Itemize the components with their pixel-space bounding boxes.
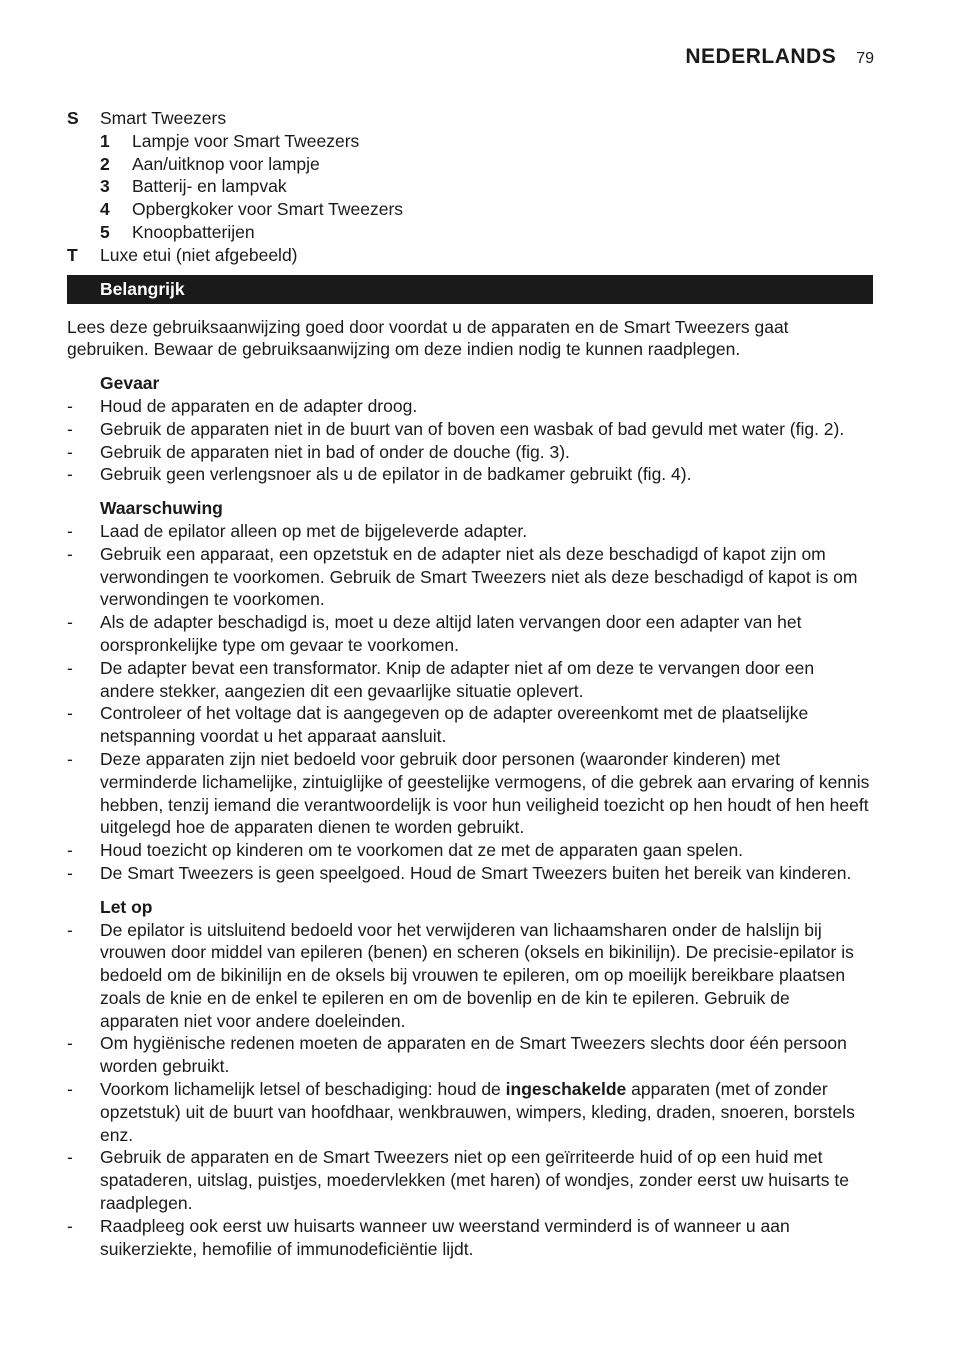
sub-part-label: Aan/uitknop voor lampje xyxy=(132,153,320,174)
list-item: - Laad de epilator alleen op met de bijgeleverde adapter. xyxy=(67,520,873,543)
list-item-text: Om hygiënische redenen moeten de apparaten en de Smart Tweezers slechts door één persoon worden gebruikt. xyxy=(100,1033,847,1077)
part-key: S xyxy=(67,108,79,128)
sub-part-item xyxy=(67,198,873,221)
text-run: Voorkom lichamelijk letsel of beschadiging: houd de xyxy=(100,1079,506,1100)
sub-part-label: Opbergkoker voor Smart Tweezers xyxy=(132,199,404,220)
bullet-list xyxy=(67,395,873,486)
list-item: - Gebruik de apparaten en de Smart Tweezers niet op een geïrriteerde huid of op een huid met spataderen, uitslag, puistjes, moedervlekken (met haren) of wondjes, zonder eerst uw huisarts te raadplegen. xyxy=(67,1146,873,1214)
list-item: - Controleer of het voltage dat is aangegeven op de adapter overeenkomt met de plaatselijke netspanning voordat u het apparaat aansluit. xyxy=(67,702,873,748)
list-item: - Voorkom lichamelijk letsel of beschadiging: houd de ingeschakelde apparaten (met of zonder opzetstuk) uit de buurt van hoofdhaar, wenkbrauwen, wimpers, kleding, draden, snoeren, borstels enz. xyxy=(67,1078,873,1146)
sub-part-label: Batterij- en lampvak xyxy=(132,176,287,197)
list-item: - Gebruik de apparaten niet in bad of onder de douche (fig. 3). xyxy=(67,441,873,464)
bullet-list xyxy=(67,919,873,1261)
list-item: - Als de adapter beschadigd is, moet u deze altijd laten vervangen door een adapter van het oorspronkelijke type om gevaar te voorkomen. xyxy=(67,611,873,657)
list-item-text: De Smart Tweezers is geen speelgoed. Houd de Smart Tweezers buiten het bereik van kinderen. xyxy=(100,862,852,883)
list-item-text: De adapter bevat een transformator. Knip de adapter niet af om deze te vervangen door een andere stekker, aangezien dit een gevaarlijke situatie oplevert. xyxy=(100,657,815,701)
list-item-text: Gebruik de apparaten en de Smart Tweezers niet op een geïrriteerde huid of op een huid met spataderen, uitslag, puistjes, moedervlekken (met haren) of wondjes, zonder eerst uw huisarts te raadplegen. xyxy=(100,1147,849,1214)
section-heading: Let op xyxy=(100,896,153,917)
list-item: - Gebruik geen verlengsnoer als u de epilator in de badkamer gebruikt (fig. 4). xyxy=(67,463,873,486)
list-item: - De adapter bevat een transformator. Knip de adapter niet af om deze te vervangen door een andere stekker, aangezien dit een gevaarlijke situatie oplevert. xyxy=(67,657,873,703)
list-item: - Gebruik een apparaat, een opzetstuk en de adapter niet als deze beschadigd of kapot zijn om verwondingen te voorkomen. Gebruik de Smart Tweezers niet als deze beschadigd of kapot is om verwondingen te voorkomen. xyxy=(67,543,873,611)
intro-paragraph: Lees deze gebruiksaanwijzing goed door voordat u de apparaten en de Smart Tweezers gaat gebruiken. Bewaar de gebruiksaanwijzing om deze indien nodig te kunnen raadplegen. xyxy=(67,316,789,360)
section-heading: Waarschuwing xyxy=(100,498,223,519)
list-item-text: Laad de epilator alleen op met de bijgeleverde adapter. xyxy=(100,520,528,541)
list-item-text: Gebruik een apparaat, een opzetstuk en de adapter niet als deze beschadigd of kapot zijn om verwondingen te voorkomen. Gebruik de Smart Tweezers niet als deze beschadigd of kapot is om verwondingen te voorkomen. xyxy=(100,543,858,610)
list-item-text: Controleer of het voltage dat is aangegeven op de adapter overeenkomt met de plaatselijke netspanning voordat u het apparaat aansluit. xyxy=(100,703,809,747)
sub-part-label: Knoopbatterijen xyxy=(132,221,255,242)
section-heading: Gevaar xyxy=(100,373,160,394)
list-item-text: Gebruik de apparaten niet in bad of onder de douche (fig. 3). xyxy=(100,441,570,462)
text-run: apparaten (met of zonder opzetstuk) uit de buurt van hoofdhaar, wenkbrauwen, wimpers, kleding, draden, snoeren, borstels enz. xyxy=(100,1079,855,1145)
part-item xyxy=(67,107,873,130)
sub-part-item xyxy=(67,221,873,244)
list-item-text: De epilator is uitsluitend bedoeld voor het verwijderen van lichaamsharen onder de halslijn bij vrouwen door middel van epileren (benen) en scheren (oksels en bikinilijn). De precisie-epilator is bedoeld om de bikinilijn en de oksels bij vrouwen te epileren, om op moeilijk bereikbare plaatsen zoals de knie en de enkel te epileren en om de bovenlip en de kin te epileren. Gebruik de apparaten niet voor andere doeleinden. xyxy=(100,919,854,1031)
bullet-list xyxy=(67,520,873,885)
list-item-text: Deze apparaten zijn niet bedoeld voor gebruik door personen (waaronder kinderen) met verminderde lichamelijke, zintuiglijke of geestelijke vermogens, of die gebrek aan ervaring of kennis hebben, tenzij iemand die verantwoordelijk is voor hun veiligheid toezicht op hen houdt of hen heeft uitgelegd hoe de apparaten dienen te worden gebruikt. xyxy=(100,748,870,838)
list-item: - Gebruik de apparaten niet in de buurt van of boven een wasbak of bad gevuld met water (fig. 2). xyxy=(67,418,873,441)
list-item: - Houd toezicht op kinderen om te voorkomen dat ze met de apparaten gaan spelen. xyxy=(67,839,873,862)
page-number: 79 xyxy=(856,50,874,67)
part-item xyxy=(67,244,873,267)
list-item: - Deze apparaten zijn niet bedoeld voor gebruik door personen (waaronder kinderen) met verminderde lichamelijke, zintuiglijke of geestelijke vermogens, of die gebrek aan ervaring of kennis hebben, tenzij iemand die verantwoordelijk is voor hun veiligheid toezicht op hen houdt of hen heeft uitgelegd hoe de apparaten dienen te worden gebruikt. xyxy=(67,748,873,839)
page-content xyxy=(67,107,873,1271)
sub-part-number: 1 xyxy=(100,130,110,151)
list-item-text: Gebruik de apparaten niet in de buurt van of boven een wasbak of bad gevuld met water (fig. 2). xyxy=(100,418,845,439)
list-item-text: Houd toezicht op kinderen om te voorkomen dat ze met de apparaten gaan spelen. xyxy=(100,840,744,861)
sub-part-item xyxy=(67,153,873,176)
list-item-text: Gebruik geen verlengsnoer als u de epilator in de badkamer gebruikt (fig. 4). xyxy=(100,464,692,485)
parts-list xyxy=(67,107,873,267)
sub-part-item xyxy=(67,175,873,198)
language-label: NEDERLANDS xyxy=(685,45,837,68)
list-item: - De epilator is uitsluitend bedoeld voor het verwijderen van lichaamsharen onder de halslijn bij vrouwen door middel van epileren (benen) en scheren (oksels en bikinilijn). De precisie-epilator is bedoeld om de bikinilijn en de oksels bij vrouwen te epileren, om op moeilijk bereikbare plaatsen zoals de knie en de enkel te epileren en om de bovenlip en de kin te epileren. Gebruik de apparaten niet voor andere doeleinden. xyxy=(67,919,873,1033)
page-header xyxy=(685,46,874,71)
list-item: - Om hygiënische redenen moeten de apparaten en de Smart Tweezers slechts door één persoon worden gebruikt. xyxy=(67,1032,873,1078)
part-label: Smart Tweezers xyxy=(100,108,227,128)
sub-part-label: Lampje voor Smart Tweezers xyxy=(132,130,360,151)
list-item-text: Raadpleeg ook eerst uw huisarts wanneer uw weerstand verminderd is of wanneer u aan suikerziekte, hemofilie of immunodeficiëntie lijdt. xyxy=(100,1215,790,1259)
section-danger xyxy=(67,372,873,486)
list-item: - Raadpleeg ook eerst uw huisarts wanneer uw weerstand verminderd is of wanneer u aan suikerziekte, hemofilie of immunodeficiëntie lijdt. xyxy=(67,1215,873,1261)
sub-part-number: 4 xyxy=(100,199,110,220)
section-caution xyxy=(67,896,873,1261)
sub-part-number: 2 xyxy=(100,153,110,174)
sub-part-number: 3 xyxy=(100,176,110,197)
section-warning xyxy=(67,497,873,885)
list-item-text: Als de adapter beschadigd is, moet u deze altijd laten vervangen door een adapter van het oorspronkelijke type om gevaar te voorkomen. xyxy=(100,612,802,655)
list-item: - De Smart Tweezers is geen speelgoed. Houd de Smart Tweezers buiten het bereik van kinderen. xyxy=(67,862,873,885)
bold-text: ingeschakelde xyxy=(505,1079,627,1100)
section-title-bar: Belangrijk xyxy=(67,275,873,304)
sub-part-number: 5 xyxy=(100,221,110,242)
sub-part-item xyxy=(67,130,873,153)
part-label: Luxe etui (niet afgebeeld) xyxy=(100,244,298,265)
part-key: T xyxy=(67,244,78,265)
list-item: - Houd de apparaten en de adapter droog. xyxy=(67,395,873,418)
list-item-text: Houd de apparaten en de adapter droog. xyxy=(100,395,418,416)
list-item-text xyxy=(100,1078,873,1146)
